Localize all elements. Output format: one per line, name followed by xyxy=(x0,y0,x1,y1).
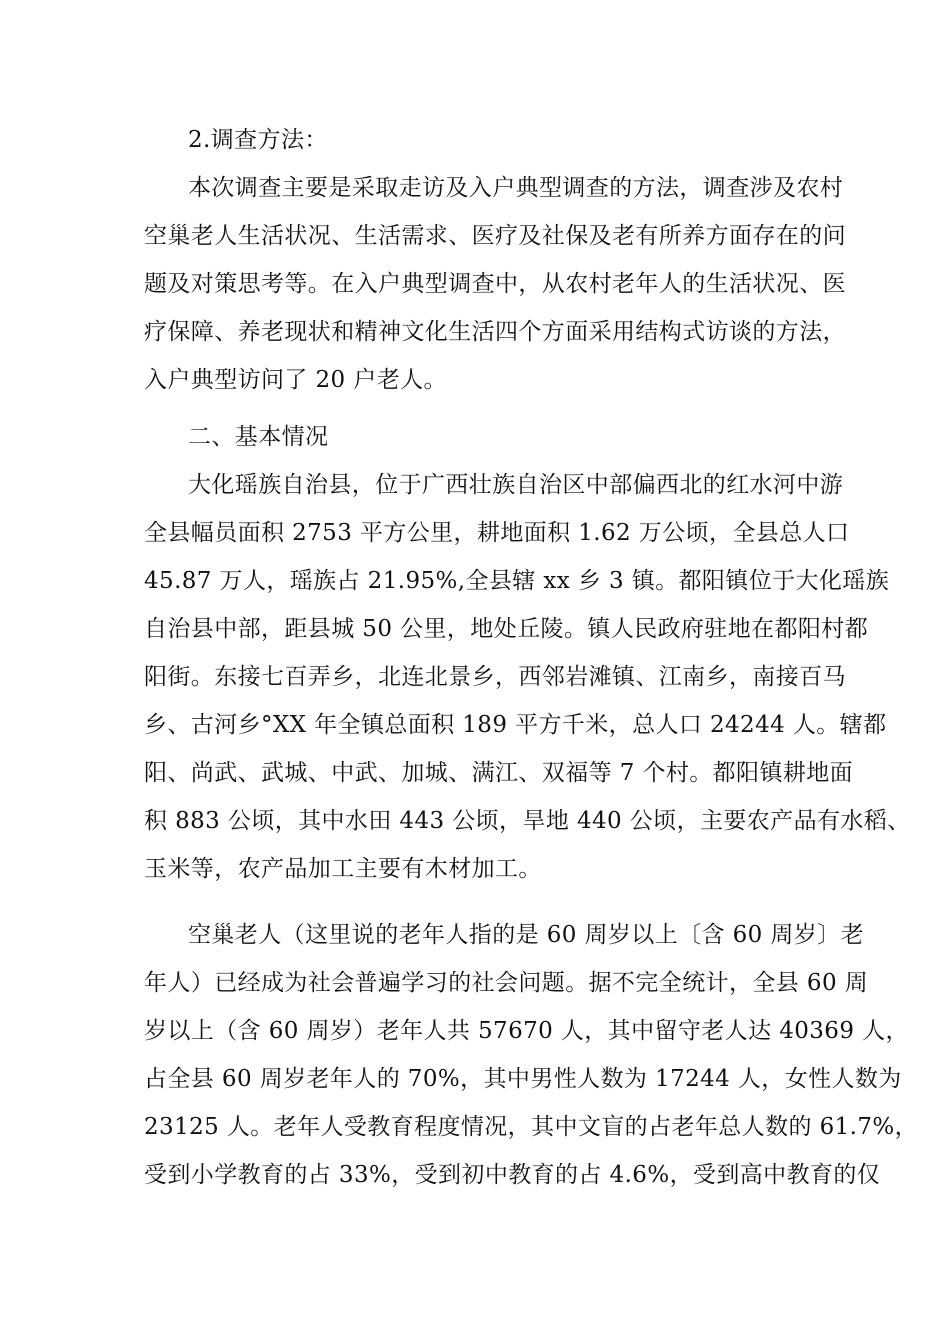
paragraph-line: 玉米等，农产品加工主要有木材加工。 xyxy=(144,856,542,882)
paragraph-line: 年人）已经成为社会普遍学习的社会问题。据不完全统计，全县 60 周 xyxy=(144,970,869,996)
paragraph-line: 疗保障、养老现状和精神文化生活四个方面采用结构式访谈的方法， xyxy=(144,319,846,345)
paragraph-line: 大化瑶族自治县，位于广西壮族自治区中部偏西北的红水河中游 xyxy=(188,472,844,498)
section-heading-basic-situation: 二、基本情况 xyxy=(188,424,329,450)
paragraph-line: 阳、尚武、武城、中武、加城、满江、双福等 7 个村。都阳镇耕地面 xyxy=(144,760,854,786)
paragraph-line: 乡、古河乡°XX 年全镇总面积 189 平方千米，总人口 24244 人。辖都 xyxy=(144,712,887,738)
paragraph-line: 23125 人。老年人受教育程度情况，其中文盲的占老年总人数的 61.7%， xyxy=(144,1114,919,1140)
paragraph-line: 空巢老人生活状况、生活需求、医疗及社保及老有所养方面存在的问 xyxy=(144,223,846,249)
paragraph-line: 空巢老人（这里说的老年人指的是 60 周岁以上〔含 60 周岁〕老 xyxy=(188,922,864,948)
paragraph-line: 受到小学教育的占 33%，受到初中教育的占 4.6%，受到高中教育的仅 xyxy=(144,1162,881,1188)
paragraph-line: 岁以上（含 60 周岁）老年人共 57670 人，其中留守老人达 40369 人， xyxy=(144,1018,909,1044)
paragraph-line: 题及对策思考等。在入户典型调查中，从农村老年人的生活状况、医 xyxy=(144,271,846,297)
paragraph-line: 积 883 公顷，其中水田 443 公顷，旱地 440 公顷，主要农产品有水稻、 xyxy=(144,808,911,834)
paragraph-line: 45.87 万人，瑶族占 21.95%,全县辖 xx 乡 3 镇。都阳镇位于大化瑶族 xyxy=(144,568,890,594)
paragraph-line: 自治县中部，距县城 50 公里，地处丘陵。镇人民政府驻地在都阳村都 xyxy=(144,616,869,642)
paragraph-line: 入户典型访问了 20 户老人。 xyxy=(144,367,447,393)
paragraph-line: 占全县 60 周岁老年人的 70%，其中男性人数为 17244 人，女性人数为 xyxy=(144,1066,902,1092)
paragraph-line: 本次调查主要是采取走访及入户典型调查的方法，调查涉及农村 xyxy=(188,175,844,201)
paragraph-line: 全县幅员面积 2753 平方公里，耕地面积 1.62 万公顷，全县总人口 xyxy=(144,520,850,546)
paragraph-line: 阳街。东接七百弄乡，北连北景乡，西邻岩滩镇、江南乡，南接百马 xyxy=(144,664,846,690)
section-heading-survey-method: 2.调查方法： xyxy=(188,127,328,153)
